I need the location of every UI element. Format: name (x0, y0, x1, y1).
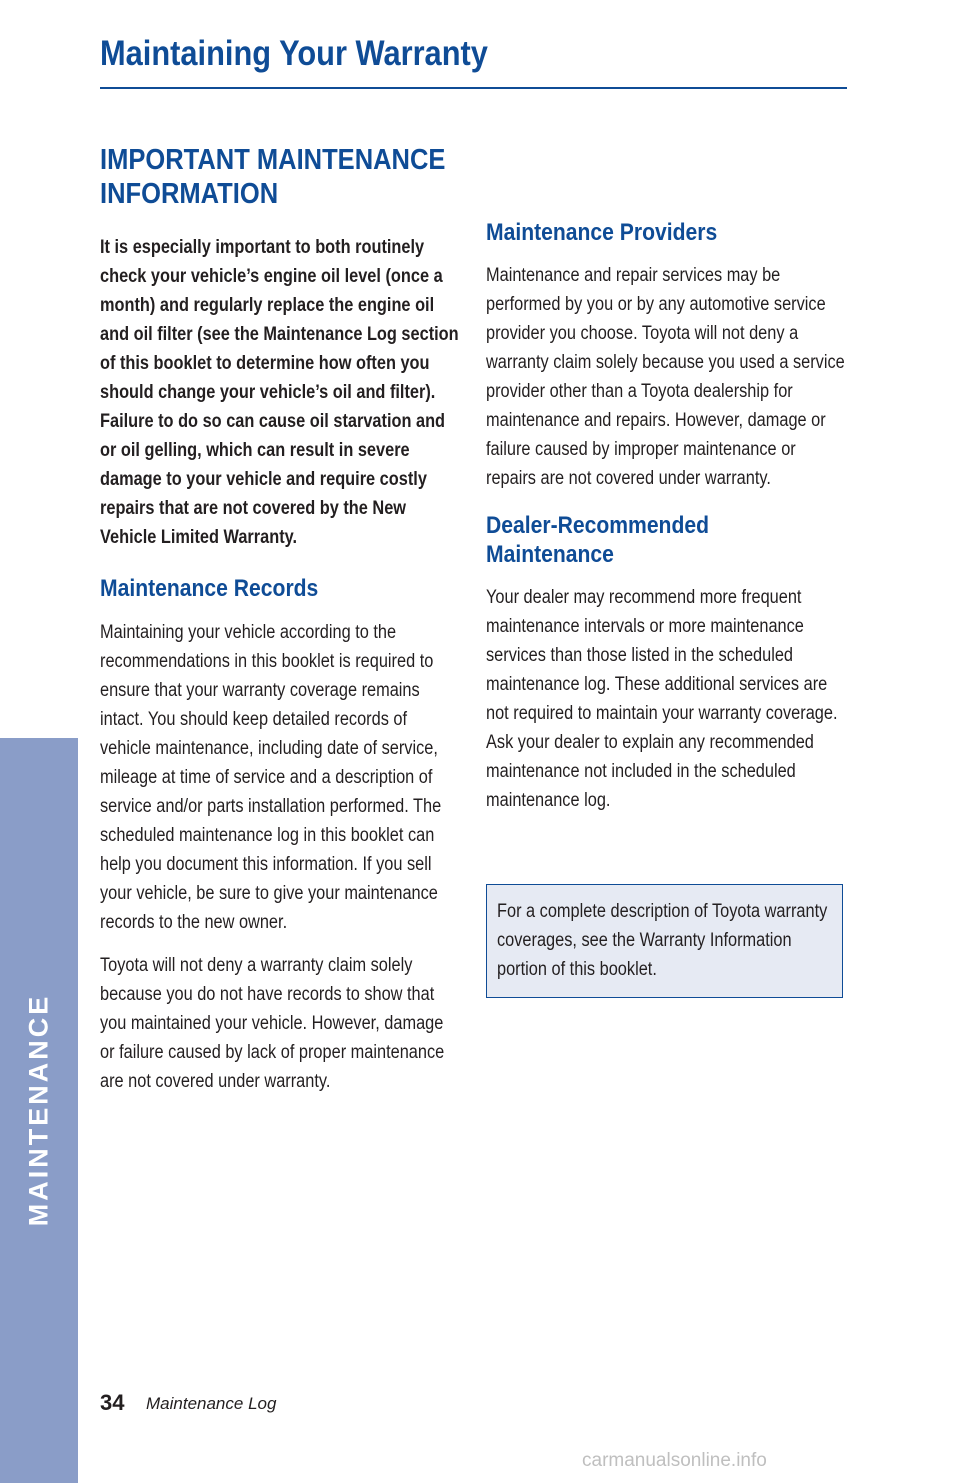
footer-section-label: Maintenance Log (146, 1394, 277, 1413)
dealer-heading: Dealer-Recommended Maintenance (486, 512, 710, 568)
records-paragraph-1: Maintaining your vehicle according to the recommendations in this booklet is required to ensure that your warranty coverage remains intact. You should keep detailed records of vehicle maintenance, including date of service, mileage at time of service and a description of service and/or parts installation performed. The scheduled maintenance log in this booklet can help you document this information. If you sell your vehicle, be sure to give your maintenance records to the new owner. (100, 622, 442, 933)
providers-heading: Maintenance Providers (486, 219, 718, 246)
warranty-note-box (486, 884, 843, 998)
left-column (100, 143, 460, 1096)
warranty-note-text: For a complete description of Toyota warranty coverages, see the Warranty Information portion of this booklet. (497, 901, 828, 980)
records-heading: Maintenance Records (100, 575, 319, 602)
watermark: carmanualsonline.info (582, 1450, 767, 1471)
page-number: 34 (100, 1390, 125, 1415)
page-title: Maintaining Your Warranty (100, 34, 488, 73)
important-heading: IMPORTANT MAINTENANCE INFORMATION (100, 144, 446, 210)
side-tab-label: MAINTENANCE (23, 993, 54, 1227)
important-intro: It is especially important to both routinely check your vehicle’s engine oil level (once a month) and regularly replace the engine oil and oil filter (see the Maintenance Log section of this booklet to determine how often you should change your vehicle’s oil and filter). Failure to do so can cause oil starvation and or oil gelling, which can result in severe damage to your vehicle and require costly repairs that are not covered by the New Vehicle Limited Warranty. (100, 237, 459, 548)
right-column (486, 218, 846, 815)
records-paragraph-2: Toyota will not deny a warranty claim solely because you do not have records to show that you maintained your vehicle. However, damage or failure caused by lack of proper maintenance are not covered under warranty. (100, 955, 445, 1092)
providers-paragraph: Maintenance and repair services may be performed by you or by any automotive service provider you choose. Toyota will not deny a warranty claim solely because you used a service provider other than a Toyota dealership for maintenance and repairs. However, damage or failure caused by improper maintenance or repairs are not covered under warranty. (486, 265, 845, 489)
header-divider (100, 87, 847, 89)
dealer-paragraph: Your dealer may recommend more frequent maintenance intervals or more maintenance services than those listed in the scheduled maintenance log. These additional services are not required to maintain your warranty coverage. Ask your dealer to explain any recommended maintenance not included in the scheduled maintenance log. (486, 587, 838, 811)
